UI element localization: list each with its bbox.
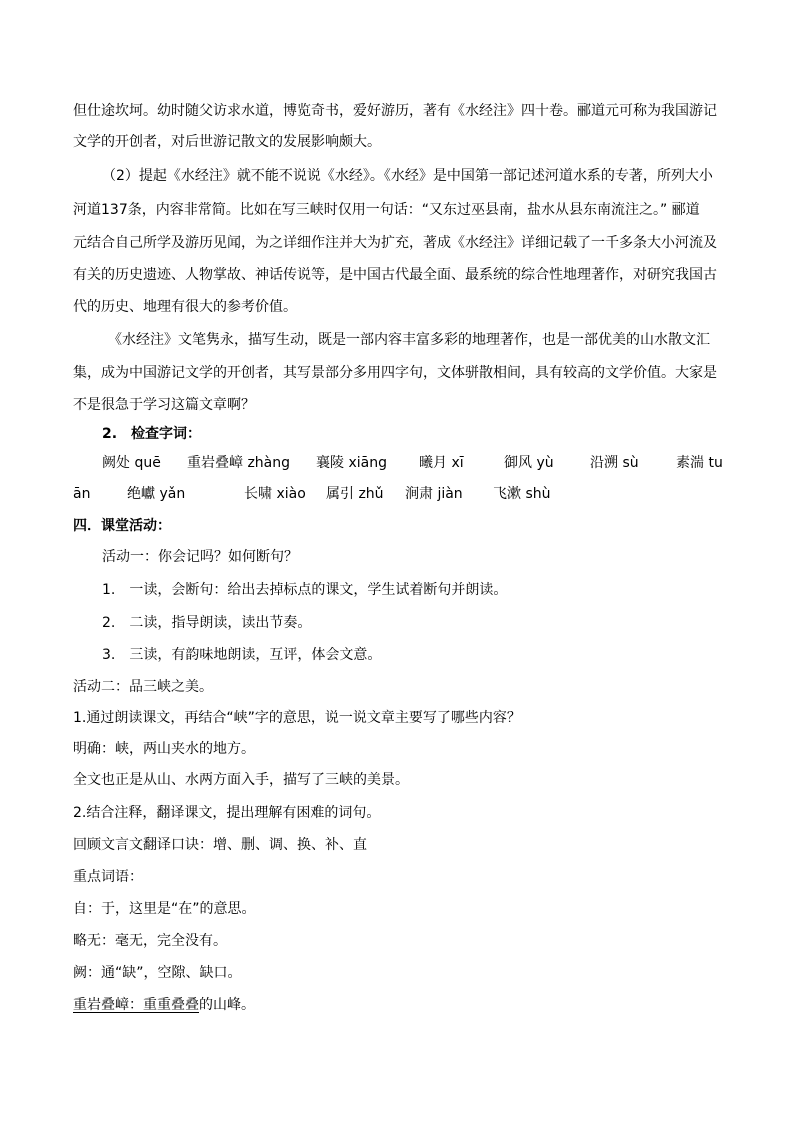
key-word-4-meaning: ：重重叠叠 xyxy=(129,997,199,1013)
question-1: 1.通过朗读课文，再结合“峡”字的意思，说一说文章主要写了哪些内容？ xyxy=(73,710,521,726)
para2-line-2: 河道137条，内容非常简。比如在写三峡时仅用一句话：“又东过巫县南，盐水从县东南流注之。” 郦道 xyxy=(73,202,700,218)
vocab-item: 御风 yù xyxy=(504,455,554,471)
check-words-heading: 2. 检查字词： xyxy=(102,426,202,442)
answer-1-line-2: 全文也正是从山、水两方面入手，描写了三峡的美景。 xyxy=(73,772,409,788)
key-word-3: 阙：通“缺”，空隙、缺口。 xyxy=(73,965,242,981)
key-word-1: 自：于，这里是“在”的意思。 xyxy=(73,901,256,917)
para3-line-2: 集，成为中国游记文学的开创者，其写景部分多用四字句，文体骈散相间，具有较高的文学价值。大家是 xyxy=(73,365,717,381)
vocab-item: 曦月 xī xyxy=(419,455,464,471)
vocab-item: 素湍 tu xyxy=(676,455,723,471)
vocab-item: 飞漱 shù xyxy=(493,486,551,502)
para2-line-3: 元结合自己所学及游历见闻，为之详细作注并大为扩充，著成《水经注》详细记载了一千多条大小河流及 xyxy=(73,235,717,251)
key-word-4-term: 重岩叠嶂 xyxy=(73,997,129,1013)
vocab-item: 阙处 quē xyxy=(102,455,161,471)
key-word-2: 略无：毫无，完全没有。 xyxy=(73,933,227,949)
translation-tip: 回顾文言文翻译口诀：增、删、调、换、补、直 xyxy=(73,837,367,853)
intro-line-1: 但仕途坎坷。幼时随父访求水道，博览奇书，爱好游历，著有《水经注》四十卷。郦道元可称为我国游记 xyxy=(73,103,717,119)
vocab-item: 沿溯 sù xyxy=(590,455,639,471)
key-words-heading: 重点词语： xyxy=(73,869,143,885)
vocab-item: 涧肃 jiàn xyxy=(405,486,463,502)
vocab-row-1 xyxy=(0,453,794,475)
activity-1-step-3: 3. 三读，有韵味地朗读，互评，体会文意。 xyxy=(102,647,382,663)
para2-line-1: （2）提起《水经注》就不能不说说《水经》。《水经》是中国第一部记述河道水系的专著，所列大小 xyxy=(102,168,713,184)
activity-1-step-1: 1. 一读，会断句：给出去掉标点的课文，学生试着断句并朗读。 xyxy=(102,582,508,598)
para2-line-5: 代的历史、地理有很大的参考价值。 xyxy=(73,299,297,315)
key-word-4-end: 的山峰。 xyxy=(199,997,255,1013)
vocab-row-2 xyxy=(0,484,794,506)
vocab-item: 襄陵 xiāng xyxy=(316,455,387,471)
activity-1: 活动一：你会记吗？如何断句？ xyxy=(102,549,298,565)
vocab-item: 属引 zhǔ xyxy=(326,486,384,502)
key-word-4 xyxy=(73,995,723,1015)
activity-1-step-2: 2. 二读，指导朗读，读出节奏。 xyxy=(102,615,312,631)
vocab-item: 长啸 xiào xyxy=(244,486,306,502)
answer-1-line-1: 明确：峡，两山夹水的地方。 xyxy=(73,741,255,757)
section-4-heading: 四．课堂活动： xyxy=(73,518,171,534)
para3-line-3: 不是很急于学习这篇文章啊？ xyxy=(73,397,255,413)
intro-line-2: 文学的开创者，对后世游记散文的发展影响颇大。 xyxy=(73,134,381,150)
para3-line-1: 《水经注》文笔隽永，描写生动，既是一部内容丰富多彩的地理著作，也是一部优美的山水散文汇 xyxy=(108,332,710,348)
para2-line-4: 有关的历史遗迹、人物掌故、神话传说等，是中国古代最全面、最系统的综合性地理著作，对研究我国古 xyxy=(73,267,717,283)
question-2: 2.结合注释，翻译课文，提出理解有困难的词句。 xyxy=(73,805,381,821)
vocab-item: ān xyxy=(73,486,91,502)
vocab-item: 绝巘 yǎn xyxy=(127,486,186,502)
vocab-item: 重岩叠嶂 zhàng xyxy=(187,455,291,471)
activity-2: 活动二：品三峡之美。 xyxy=(73,679,213,695)
